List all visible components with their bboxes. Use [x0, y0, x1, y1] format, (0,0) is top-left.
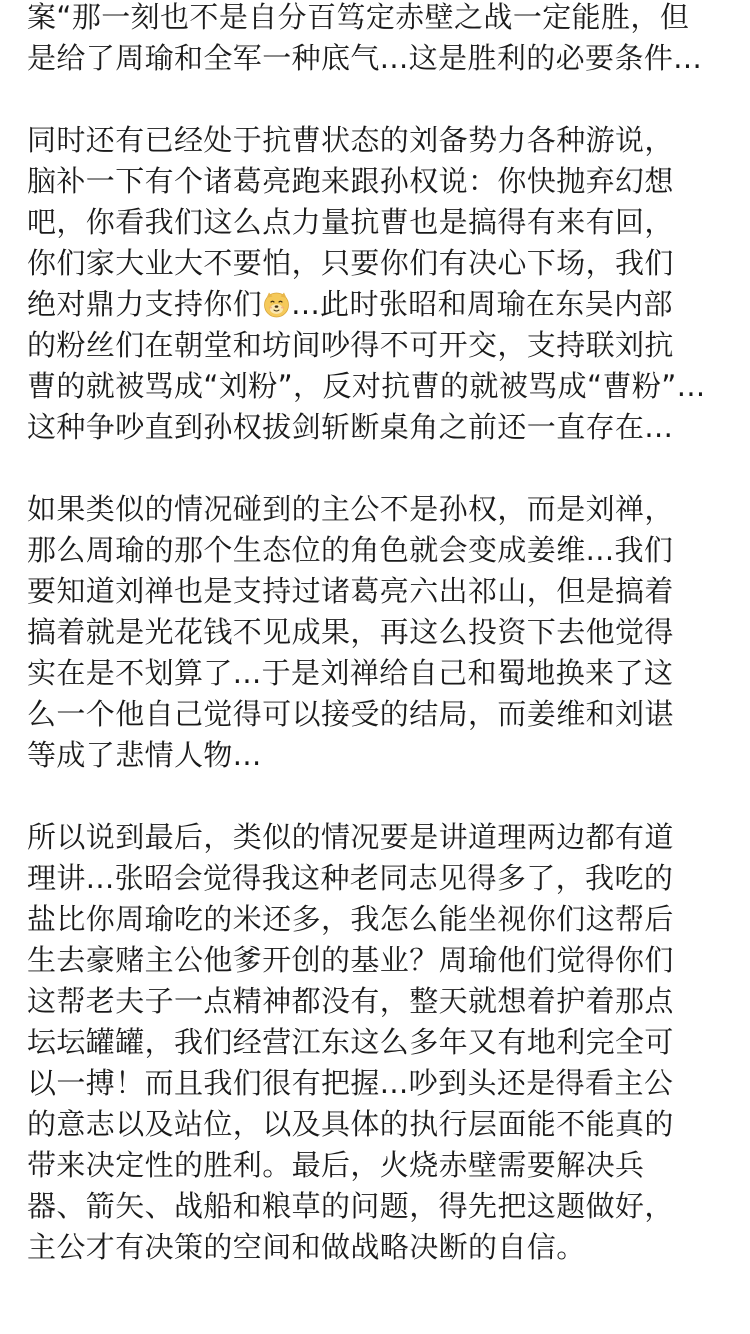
paragraph-1: [27, 0, 727, 79]
text-line: 这种争吵直到孙权拔剑斩断桌角之前还一直存在...: [27, 410, 674, 444]
text-line-with-emoji: [27, 284, 727, 325]
text-line: 你们家大业大不要怕，只要你们有决心下场，我们: [27, 246, 674, 280]
paragraph-2: [27, 120, 727, 448]
text-line: 以一搏！而且我们很有把握...吵到头还是得看主公: [27, 1066, 674, 1100]
text-line: 的意志以及站位，以及具体的执行层面能不能真的: [27, 1107, 674, 1141]
text-line: 理讲...张昭会觉得我这种老同志见得多了，我吃的: [27, 861, 674, 895]
text-line: 的粉丝们在朝堂和坊间吵得不可开交，支持联刘抗: [27, 328, 674, 362]
text-line: 同时还有已经处于抗曹状态的刘备势力各种游说，: [27, 123, 674, 157]
text-line: 所以说到最后，类似的情况要是讲道理两边都有道: [27, 820, 674, 854]
text-line: 案“那一刻也不是自分百笃定赤壁之战一定能胜，但: [27, 0, 690, 34]
text-line: 器、箭矢、战船和粮草的问题，得先把这题做好，: [27, 1189, 674, 1223]
text-line: 坛坛罐罐，我们经营江东这么多年又有地利完全可: [27, 1025, 674, 1059]
text-line: 带来决定性的胜利。最后，火烧赤壁需要解决兵: [27, 1148, 645, 1182]
article-content: [27, 0, 727, 1309]
text-line: 脑补一下有个诸葛亮跑来跟孙权说：你快抛弃幻想: [27, 164, 674, 198]
text-line: 这帮老夫子一点精神都没有，整天就想着护着那点: [27, 984, 674, 1018]
text-line: 盐比你周瑜吃的米还多，我怎么能坐视你们这帮后: [27, 902, 674, 936]
text-line: 那么周瑜的那个生态位的角色就会变成姜维...我们: [27, 533, 674, 567]
text-segment: ...此时张昭和周瑜在东吴内部: [291, 287, 673, 321]
text-line: 是给了周瑜和全军一种底气...这是胜利的必要条件...: [27, 41, 703, 75]
text-line: 实在是不划算了...于是刘禅给自己和蜀地换来了这: [27, 656, 674, 690]
text-line: 生去豪赌主公他爹开创的基业？周瑜他们觉得你们: [27, 943, 674, 977]
text-segment: 绝对鼎力支持你们: [27, 287, 263, 321]
text-line: 如果类似的情况碰到的主公不是孙权，而是刘禅，: [27, 492, 674, 526]
text-line: 主公才有决策的空间和做战略决断的自信。: [27, 1230, 586, 1264]
paragraph-4: [27, 817, 727, 1268]
doge-emoji-icon: [263, 288, 290, 315]
text-line: 要知道刘禅也是支持过诸葛亮六出祁山，但是搞着: [27, 574, 674, 608]
text-line: 么一个他自己觉得可以接受的结局，而姜维和刘谌: [27, 697, 674, 731]
text-line: 吧，你看我们这么点力量抗曹也是搞得有来有回，: [27, 205, 674, 239]
text-line: 曹的就被骂成“刘粉”，反对抗曹的就被骂成“曹粉”...: [27, 369, 706, 403]
paragraph-3: [27, 489, 727, 776]
text-line: 等成了悲情人物...: [27, 738, 262, 772]
text-line: 搞着就是光花钱不见成果，再这么投资下去他觉得: [27, 615, 674, 649]
